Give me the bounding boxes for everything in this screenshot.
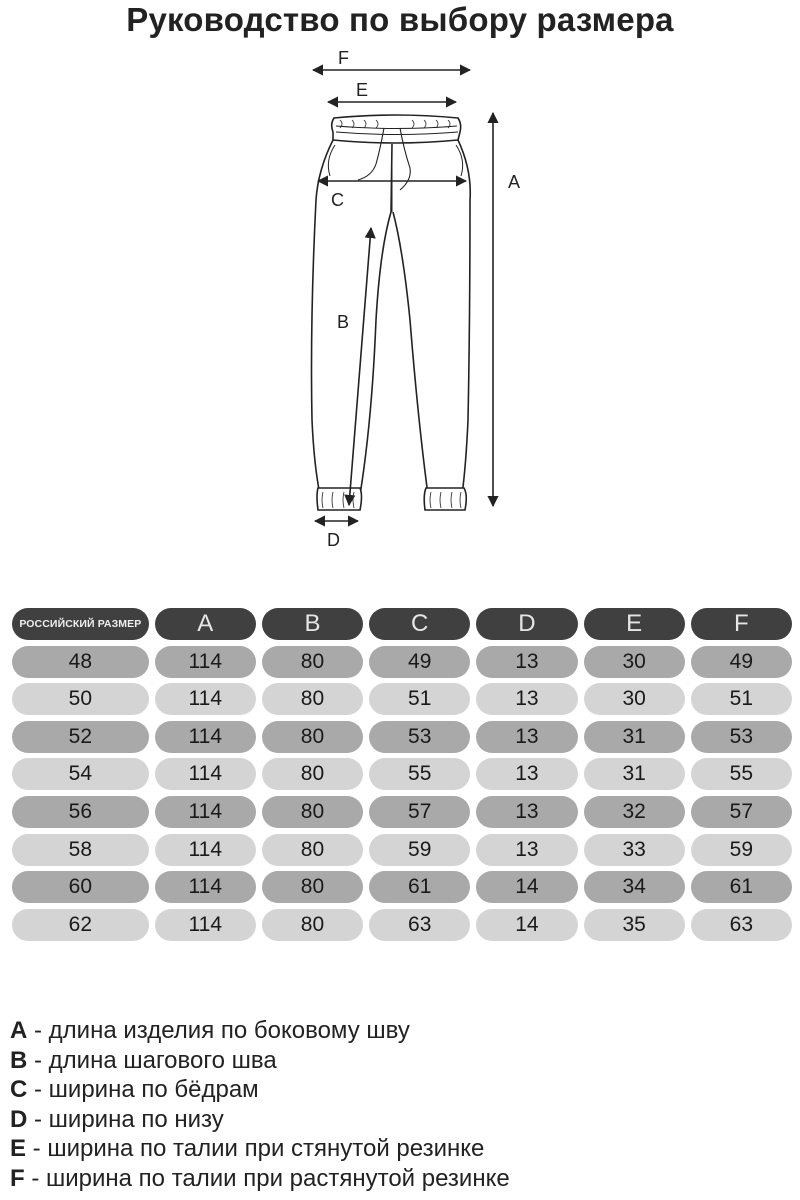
table-cell: 51: [691, 683, 792, 715]
table-cell: 80: [262, 796, 363, 828]
legend-key: F: [10, 1164, 25, 1192]
legend-key: A: [10, 1017, 28, 1044]
table-cell: 13: [476, 758, 577, 790]
table-row: [12, 721, 792, 753]
table-cell: 80: [262, 909, 363, 941]
table-cell: 80: [262, 871, 363, 903]
pants-measurement-diagram: [0, 40, 800, 570]
table-cell: 114: [155, 834, 256, 866]
label-b: B: [337, 312, 350, 332]
page-title: Руководство по выбору размера: [126, 1, 674, 38]
table-cell: 14: [476, 871, 577, 903]
legend-text: - длина шагового шва: [27, 1046, 277, 1074]
legend-text: - ширина по бёдрам: [27, 1076, 259, 1103]
table-cell: 49: [691, 646, 792, 678]
table-cell: 114: [155, 683, 256, 715]
table-header-cell: E: [584, 608, 685, 640]
table-cell: 31: [584, 758, 685, 790]
legend-item: [10, 1016, 790, 1046]
label-f: F: [338, 48, 349, 68]
table-cell: 13: [476, 683, 577, 715]
table-row: [12, 909, 792, 941]
table-cell: 53: [691, 721, 792, 753]
label-a: A: [508, 172, 521, 192]
table-row: [12, 758, 792, 790]
legend-item: [10, 1105, 790, 1135]
legend-key: E: [10, 1135, 27, 1162]
table-cell: 55: [691, 758, 792, 790]
table-cell: 14: [476, 909, 577, 941]
table-header-row: [12, 608, 792, 640]
table-row: [12, 646, 792, 678]
table-cell: 62: [12, 909, 149, 941]
legend-text: - ширина по талии при растянутой резинке: [24, 1164, 510, 1192]
legend-item: [10, 1075, 790, 1105]
measurement-legend: [10, 1016, 790, 1193]
label-d: D: [327, 530, 340, 550]
table-cell: 52: [12, 721, 149, 753]
table-cell: 61: [691, 871, 792, 903]
legend-key: C: [10, 1076, 28, 1103]
table-row: [12, 871, 792, 903]
table-row: [12, 796, 792, 828]
table-header-cell: F: [691, 608, 792, 640]
table-cell: 13: [476, 646, 577, 678]
table-cell: 59: [369, 834, 470, 866]
legend-text: - ширина по талии при стянутой резинке: [26, 1135, 485, 1162]
table-cell: 60: [12, 871, 149, 903]
table-cell: 31: [584, 721, 685, 753]
table-header-cell: A: [155, 608, 256, 640]
table-cell: 51: [369, 683, 470, 715]
table-cell: 114: [155, 796, 256, 828]
table-cell: 80: [262, 834, 363, 866]
table-cell: 114: [155, 909, 256, 941]
table-row: [12, 683, 792, 715]
legend-text: - ширина по низу: [27, 1105, 224, 1133]
table-header-cell: B: [262, 608, 363, 640]
table-cell: 80: [262, 721, 363, 753]
table-cell: 114: [155, 721, 256, 753]
table-cell: 80: [262, 683, 363, 715]
table-cell: 55: [369, 758, 470, 790]
table-cell: 61: [369, 871, 470, 903]
label-c: C: [331, 190, 344, 210]
table-cell: 34: [584, 871, 685, 903]
table-cell: 50: [12, 683, 149, 715]
table-cell: 13: [476, 834, 577, 866]
table-cell: 63: [691, 909, 792, 941]
table-cell: 58: [12, 834, 149, 866]
table-cell: 13: [476, 721, 577, 753]
table-cell: 54: [12, 758, 149, 790]
table-cell: 80: [262, 646, 363, 678]
table-cell: 114: [155, 758, 256, 790]
table-cell: 48: [12, 646, 149, 678]
legend-item: [10, 1164, 790, 1194]
table-header-cell: D: [476, 608, 577, 640]
table-cell: 56: [12, 796, 149, 828]
label-e: E: [356, 80, 369, 100]
table-header-cell: РОССИЙСКИЙ РАЗМЕР: [12, 608, 149, 640]
table-cell: 114: [155, 646, 256, 678]
table-cell: 63: [369, 909, 470, 941]
table-cell: 30: [584, 646, 685, 678]
legend-item: [10, 1046, 790, 1076]
table-cell: 57: [691, 796, 792, 828]
table-cell: 33: [584, 834, 685, 866]
table-cell: 35: [584, 909, 685, 941]
table-cell: 49: [369, 646, 470, 678]
table-cell: 114: [155, 871, 256, 903]
dimension-b-arrow: [349, 228, 371, 505]
table-cell: 13: [476, 796, 577, 828]
legend-text: - длина изделия по боковому шву: [27, 1017, 410, 1044]
table-row: [12, 834, 792, 866]
table-cell: 57: [369, 796, 470, 828]
legend-key: B: [10, 1046, 28, 1074]
pants-outline: [312, 115, 471, 510]
table-cell: 32: [584, 796, 685, 828]
legend-key: D: [10, 1105, 28, 1133]
table-cell: 80: [262, 758, 363, 790]
table-cell: 30: [584, 683, 685, 715]
table-cell: 59: [691, 834, 792, 866]
table-header-cell: C: [369, 608, 470, 640]
legend-item: [10, 1134, 790, 1164]
table-cell: 53: [369, 721, 470, 753]
size-table: [12, 608, 792, 946]
